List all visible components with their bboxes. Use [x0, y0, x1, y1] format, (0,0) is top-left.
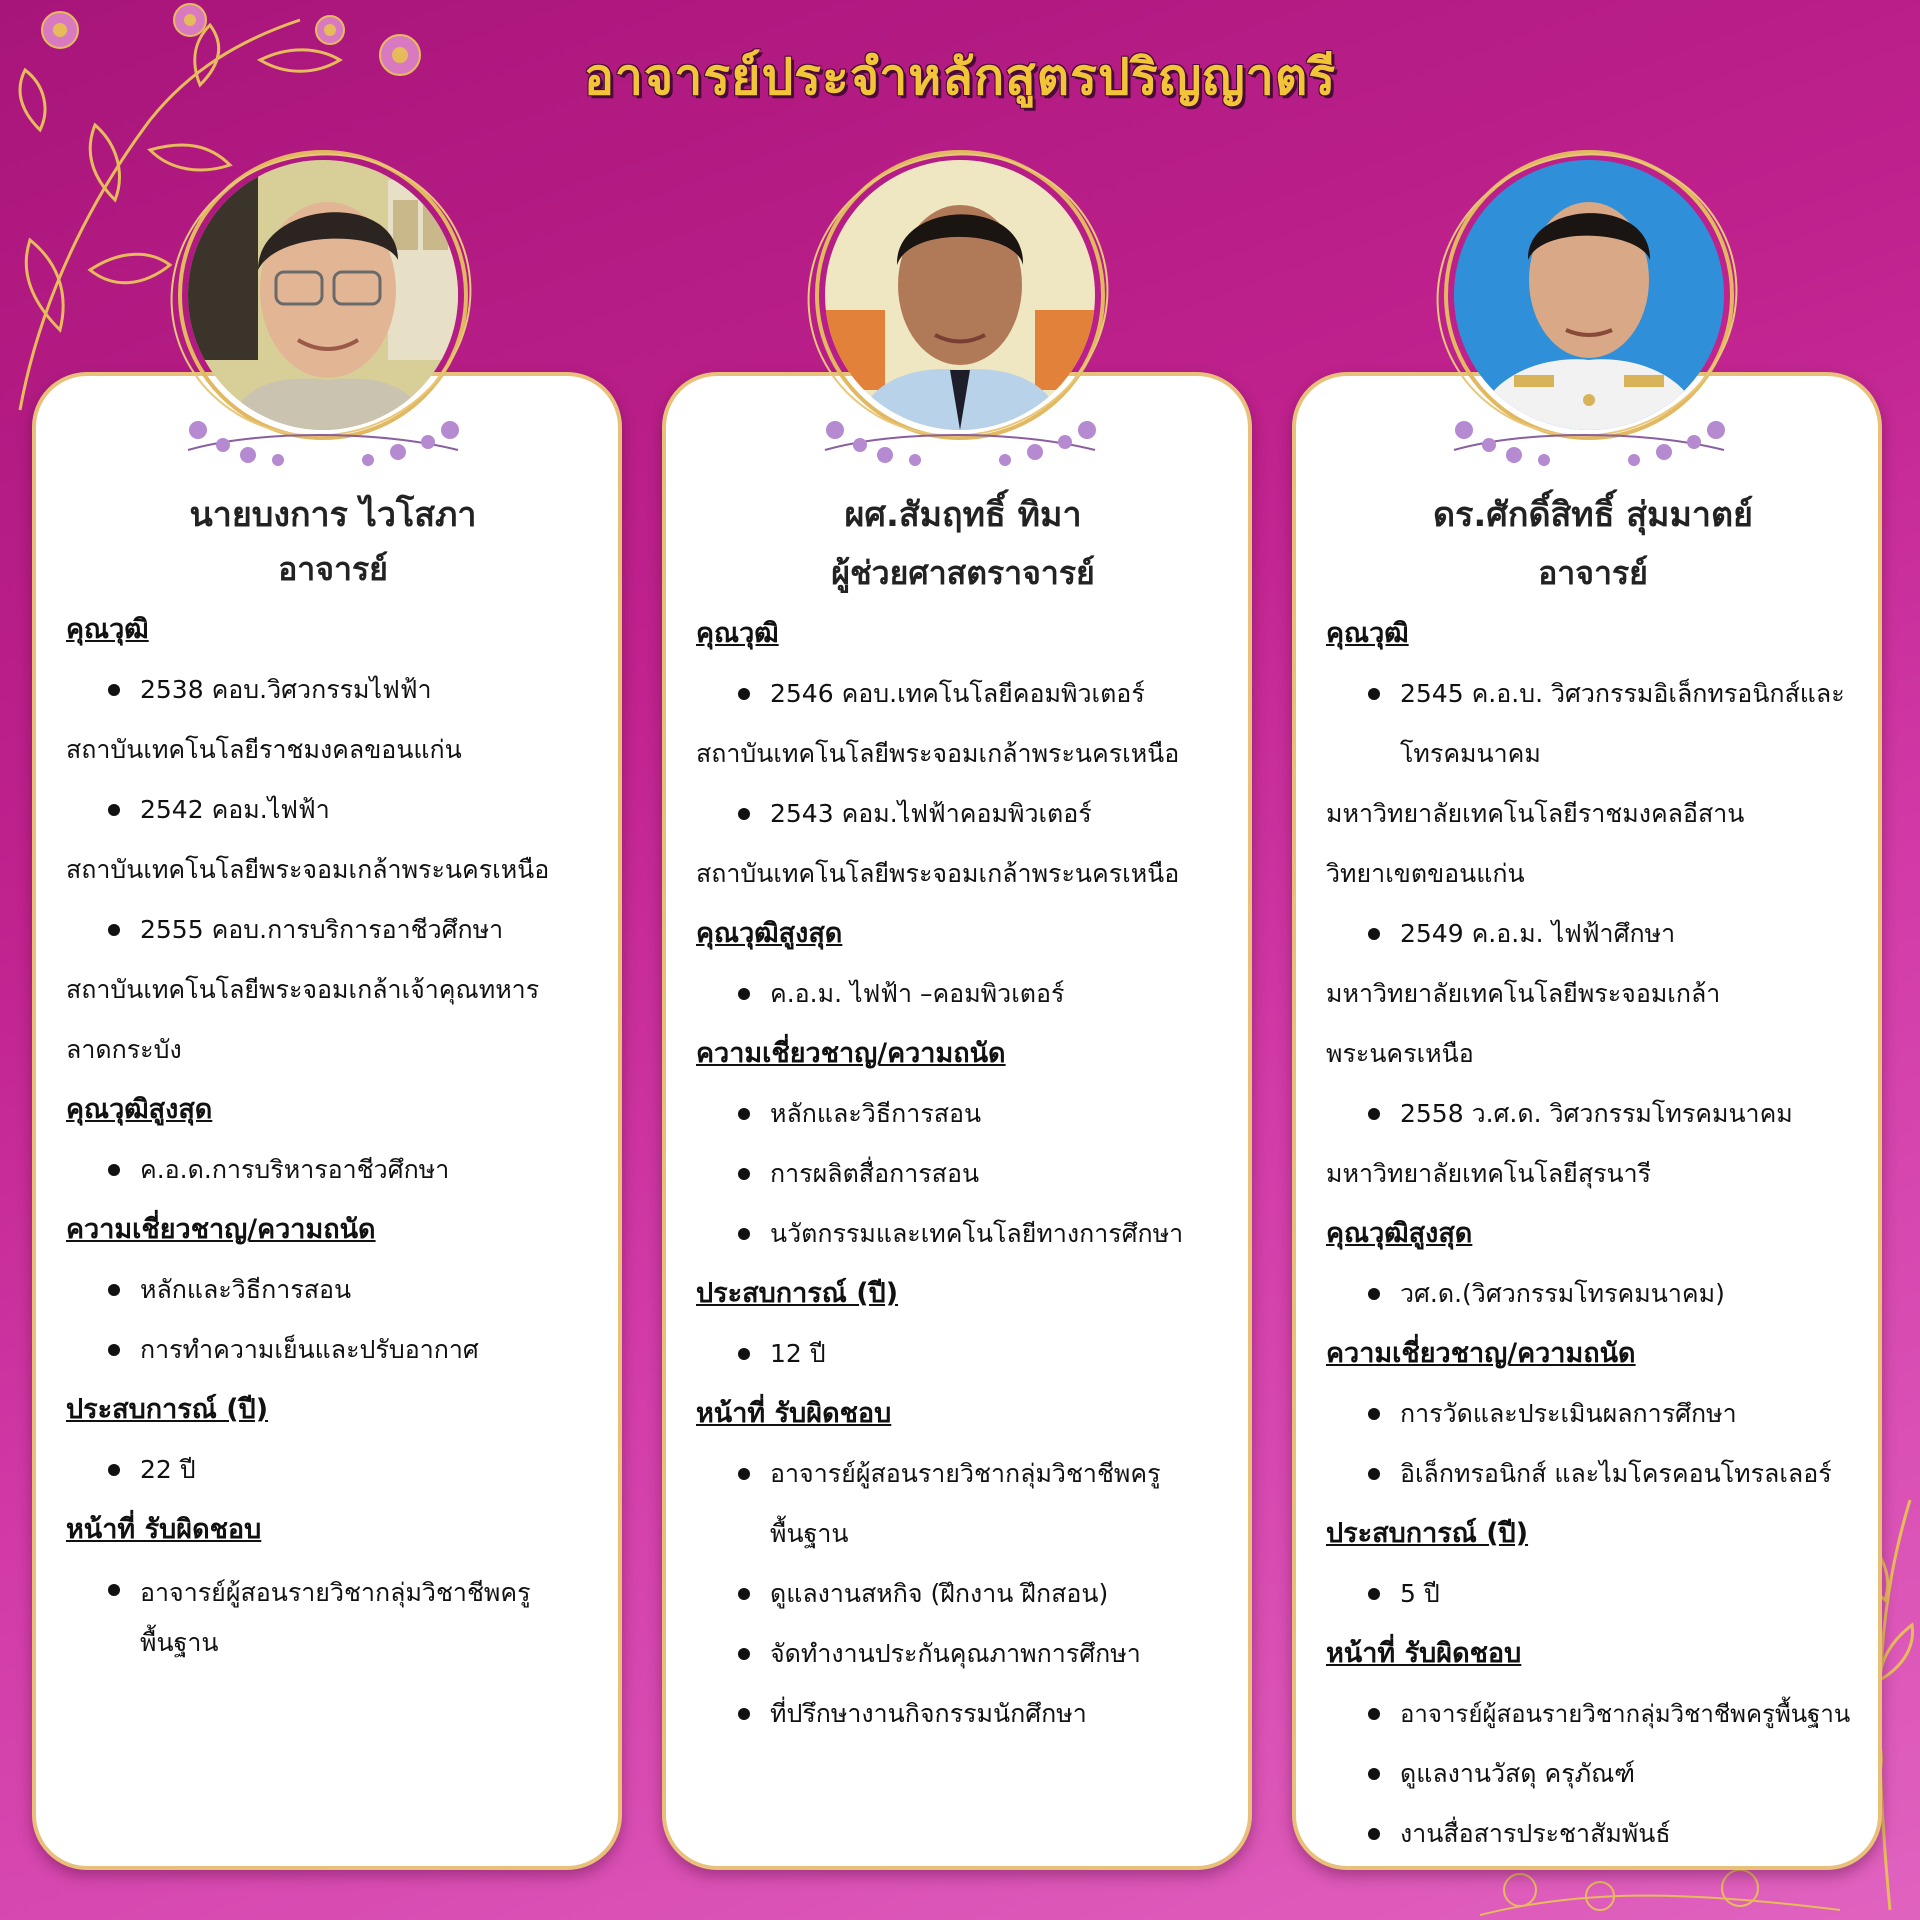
teacher-card-2	[662, 372, 1252, 1870]
section-duties: หน้าที่ รับผิดชอบ	[66, 1514, 262, 1545]
list-item: อิเล็กทรอนิกส์ และไมโครคอนโทรลเลอร์	[1326, 1444, 1860, 1504]
purple-flowers-icon	[1444, 360, 1734, 470]
list-item: อาจารย์ผู้สอนรายวิชากลุ่มวิชาชีพครู	[696, 1444, 1230, 1504]
purple-flowers-icon	[815, 360, 1105, 470]
teacher-card-3	[1292, 372, 1882, 1870]
section-duties: หน้าที่ รับผิดชอบ	[696, 1398, 892, 1429]
section-experience: ประสบการณ์ (ปี)	[1326, 1518, 1529, 1549]
list-item: การผลิตสื่อการสอน	[696, 1144, 1230, 1204]
list-item: อาจารย์ผู้สอนรายวิชากลุ่มวิชาชีพครูพื้นฐาน	[1326, 1684, 1860, 1744]
section-qualification: คุณวุฒิ	[1326, 618, 1409, 649]
section-duties: หน้าที่ รับผิดชอบ	[1326, 1638, 1522, 1669]
section-experience: ประสบการณ์ (ปี)	[66, 1394, 269, 1425]
list-item-continuation: มหาวิทยาลัยเทคโนโลยีพระจอมเกล้า	[1326, 979, 1721, 1008]
list-item-continuation: ลาดกระบัง	[66, 1035, 182, 1064]
section-expertise: ความเชี่ยวชาญ/ความถนัด	[66, 1214, 376, 1245]
list-item: ดูแลงานสหกิจ (ฝึกงาน ฝึกสอน)	[696, 1564, 1230, 1624]
list-item: การทำความเย็นและปรับอากาศ	[66, 1320, 600, 1380]
section-expertise: ความเชี่ยวชาญ/ความถนัด	[1326, 1338, 1636, 1369]
list-item: งานสื่อสารประชาสัมพันธ์	[1326, 1804, 1860, 1864]
avatar-teacher-3	[1444, 150, 1734, 440]
teacher-rank: อาจารย์	[1538, 554, 1648, 592]
list-item: ค.อ.ม. ไฟฟ้า –คอมพิวเตอร์	[696, 964, 1230, 1024]
list-item: 5 ปี	[1326, 1564, 1860, 1624]
list-item-continuation: สถาบันเทคโนโลยีพระจอมเกล้าพระนครเหนือ	[696, 859, 1180, 888]
list-item-continuation: สถาบันเทคโนโลยีราชมงคลขอนแก่น	[66, 735, 462, 764]
list-item-continuation: มหาวิทยาลัยเทคโนโลยีสุรนารี	[1326, 1159, 1652, 1188]
section-highest-qualification: คุณวุฒิสูงสุด	[696, 918, 843, 949]
avatar-teacher-1	[178, 150, 468, 440]
list-item-continuation: สถาบันเทคโนโลยีพระจอมเกล้าเจ้าคุณทหาร	[66, 975, 540, 1004]
list-item: ดูแลงานวัสดุ ครุภัณฑ์	[1326, 1744, 1860, 1804]
list-item: 2555 คอบ.การบริการอาชีวศึกษา	[66, 900, 600, 960]
list-item: หลักและวิธีการสอน	[696, 1084, 1230, 1144]
list-item-continuation: พระนครเหนือ	[1326, 1039, 1474, 1068]
list-item: การวัดและประเมินผลการศึกษา	[1326, 1384, 1860, 1444]
list-item-continuation: พื้นฐาน	[770, 1519, 849, 1548]
teacher-card-1	[32, 372, 622, 1870]
list-item-continuation: วิทยาเขตขอนแก่น	[1326, 859, 1525, 888]
list-item: 22 ปี	[66, 1440, 600, 1500]
teacher-rank: ผู้ช่วยศาสตราจารย์	[831, 554, 1095, 592]
avatar-teacher-2	[815, 150, 1105, 440]
list-item: 2542 คอม.ไฟฟ้า	[66, 780, 600, 840]
list-item: 2543 คอม.ไฟฟ้าคอมพิวเตอร์	[696, 784, 1230, 844]
section-highest-qualification: คุณวุฒิสูงสุด	[66, 1094, 213, 1125]
list-item: 12 ปี	[696, 1324, 1230, 1384]
list-item-continuation: สถาบันเทคโนโลยีพระจอมเกล้าพระนครเหนือ	[66, 855, 550, 884]
section-experience: ประสบการณ์ (ปี)	[696, 1278, 899, 1309]
page-title: อาจารย์ประจำหลักสูตรปริญญาตรี	[583, 48, 1337, 106]
teacher-name: ผศ.สัมฤทธิ์ ทิมา	[844, 495, 1082, 535]
teacher-name: ดร.ศักดิ์สิทธิ์ สุ่มมาตย์	[1433, 495, 1753, 535]
list-item: วศ.ด.(วิศวกรรมโทรคมนาคม)	[1326, 1264, 1860, 1324]
section-qualification: คุณวุฒิ	[66, 614, 149, 645]
list-item-continuation: สถาบันเทคโนโลยีพระจอมเกล้าพระนครเหนือ	[696, 739, 1180, 768]
list-item: 2545 ค.อ.บ. วิศวกรรมอิเล็กทรอนิกส์และ	[1326, 664, 1860, 724]
purple-flowers-icon	[178, 360, 468, 470]
list-item: จัดทำงานประกันคุณภาพการศึกษา	[696, 1624, 1230, 1684]
list-item-continuation: มหาวิทยาลัยเทคโนโลยีราชมงคลอีสาน	[1326, 799, 1745, 828]
list-item-continuation: พื้นฐาน	[140, 1628, 219, 1657]
teacher-name: นายบงการ ไวโสภา	[189, 495, 477, 535]
list-item: หลักและวิธีการสอน	[66, 1260, 600, 1320]
list-item: นวัตกรรมและเทคโนโลยีทางการศึกษา	[696, 1204, 1230, 1264]
list-item-continuation: โทรคมนาคม	[1400, 739, 1541, 768]
list-item: 2549 ค.อ.ม. ไฟฟ้าศึกษา	[1326, 904, 1860, 964]
section-highest-qualification: คุณวุฒิสูงสุด	[1326, 1218, 1473, 1249]
list-item: ที่ปรึกษางานกิจกรรมนักศึกษา	[696, 1684, 1230, 1744]
list-item: ค.อ.ด.การบริหารอาชีวศึกษา	[66, 1140, 600, 1200]
section-qualification: คุณวุฒิ	[696, 618, 779, 649]
list-item: 2538 คอบ.วิศวกรรมไฟฟ้า	[66, 660, 600, 720]
section-expertise: ความเชี่ยวชาญ/ความถนัด	[696, 1038, 1006, 1069]
teacher-rank: อาจารย์	[278, 550, 388, 588]
list-item: 2546 คอบ.เทคโนโลยีคอมพิวเตอร์	[696, 664, 1230, 724]
list-item: อาจารย์ผู้สอนรายวิชากลุ่มวิชาชีพครู	[66, 1560, 600, 1618]
list-item: 2558 ว.ศ.ด. วิศวกรรมโทรคมนาคม	[1326, 1084, 1860, 1144]
